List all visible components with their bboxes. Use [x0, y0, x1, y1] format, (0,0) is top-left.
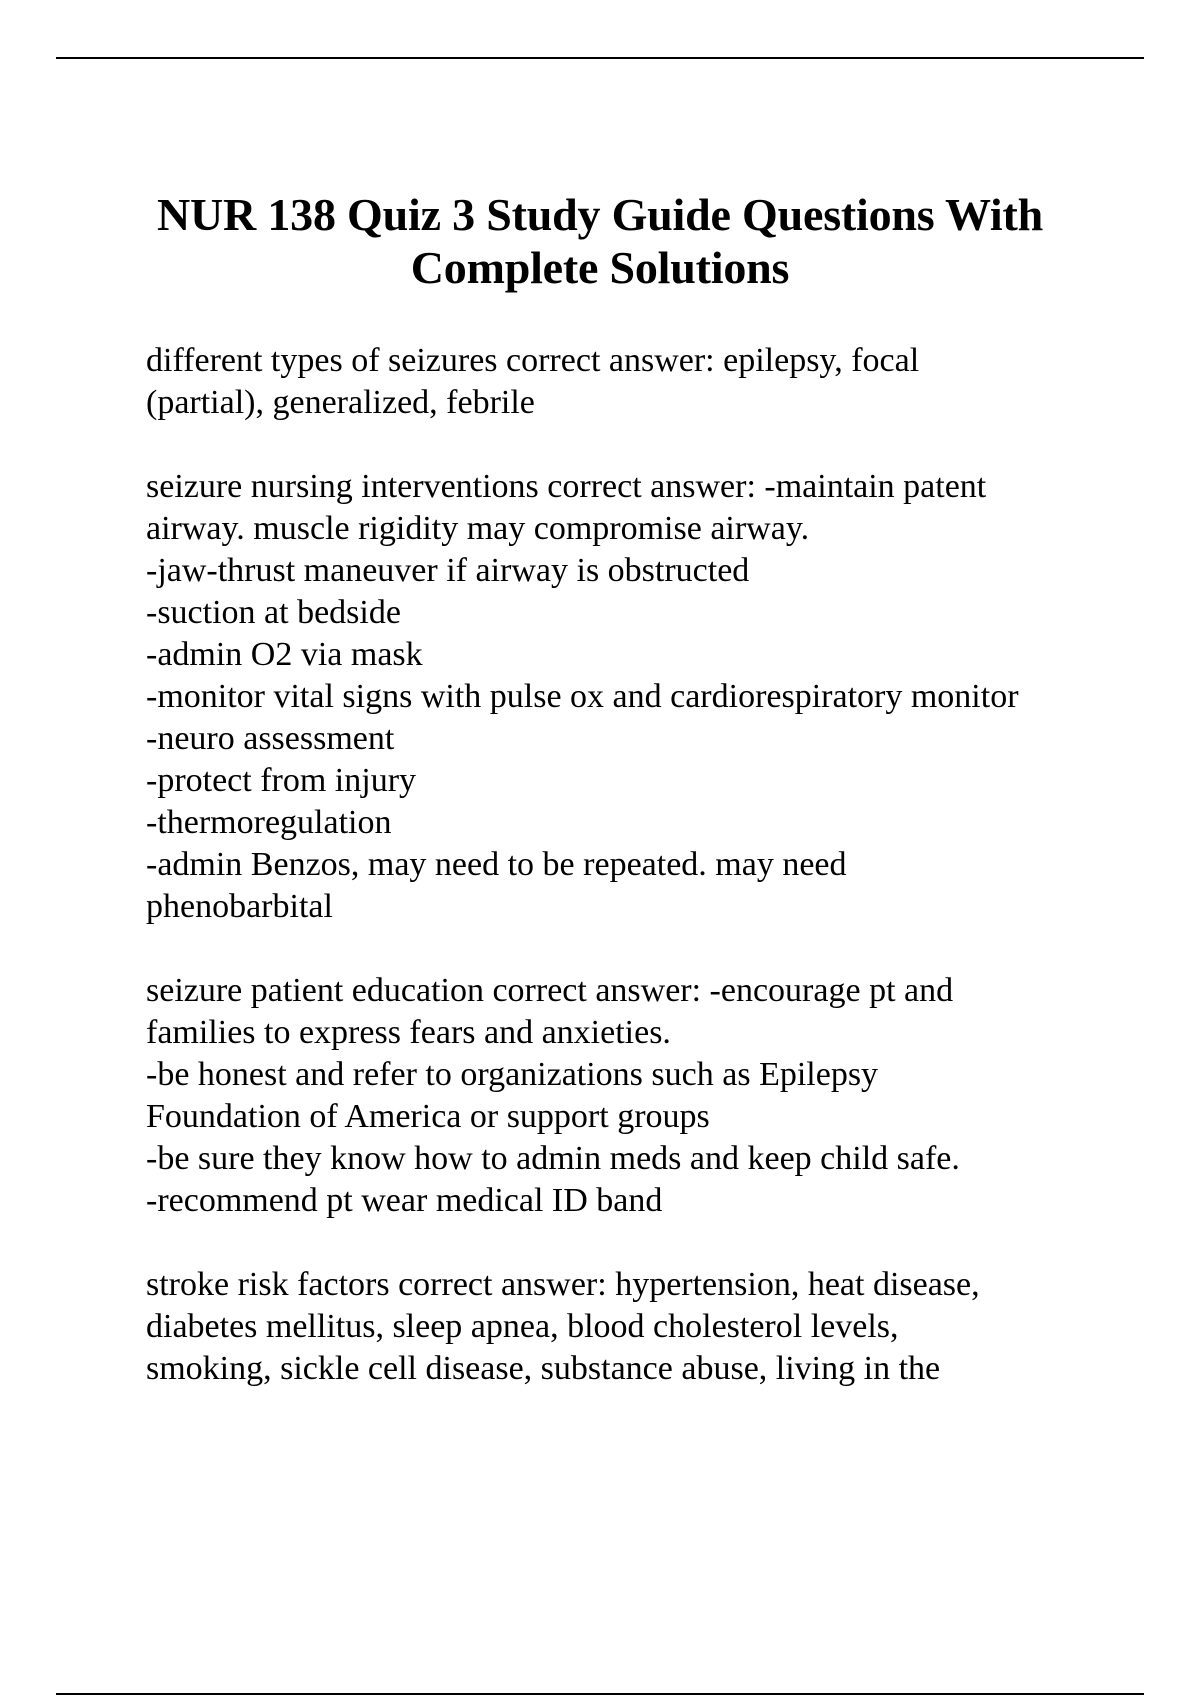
- entry-line: seizure patient education correct answer: -encourage pt and: [146, 972, 954, 1009]
- entry-line: -recommend pt wear medical ID band: [146, 1182, 663, 1219]
- qa-entry-stroke-risk-factors: [146, 1264, 1146, 1390]
- entry-line: -be sure they know how to admin meds and keep child safe.: [146, 1140, 960, 1177]
- entry-line: seizure nursing interventions correct answer: -maintain patent: [146, 468, 987, 505]
- entry-line: -suction at bedside: [146, 594, 401, 631]
- entry-line: -be honest and refer to organizations such as Epilepsy: [146, 1056, 879, 1093]
- entry-line: -thermoregulation: [146, 804, 392, 841]
- entry-line: diabetes mellitus, sleep apnea, blood cholesterol levels,: [146, 1308, 899, 1345]
- entry-line: stroke risk factors correct answer: hypertension, heat disease,: [146, 1266, 980, 1303]
- entry-line: phenobarbital: [146, 888, 333, 925]
- entry-line: -neuro assessment: [146, 720, 395, 757]
- qa-entry-seizure-types: [146, 340, 1146, 424]
- entry-line: -admin O2 via mask: [146, 636, 423, 673]
- page-title: [100, 188, 1100, 294]
- title-line-2: Complete Solutions: [410, 242, 790, 293]
- top-divider: [56, 57, 1144, 59]
- entry-line: airway. muscle rigidity may compromise airway.: [146, 510, 810, 547]
- entry-line: different types of seizures correct answer: epilepsy, focal: [146, 342, 920, 379]
- qa-entry-seizure-interventions: [146, 466, 1146, 928]
- qa-entry-seizure-education: [146, 970, 1146, 1222]
- entry-line: Foundation of America or support groups: [146, 1098, 710, 1135]
- entry-line: -monitor vital signs with pulse ox and cardiorespiratory monitor: [146, 678, 1019, 715]
- study-guide-body: [146, 340, 1146, 1432]
- entry-line: (partial), generalized, febrile: [146, 384, 535, 421]
- title-line-1: NUR 138 Quiz 3 Study Guide Questions With: [156, 189, 1043, 240]
- bottom-divider: [56, 1693, 1144, 1695]
- entry-line: smoking, sickle cell disease, substance abuse, living in the: [146, 1350, 941, 1387]
- entry-line: -jaw-thrust maneuver if airway is obstructed: [146, 552, 750, 589]
- entry-line: families to express fears and anxieties.: [146, 1014, 671, 1051]
- entry-line: -protect from injury: [146, 762, 417, 799]
- entry-line: -admin Benzos, may need to be repeated. may need: [146, 846, 847, 883]
